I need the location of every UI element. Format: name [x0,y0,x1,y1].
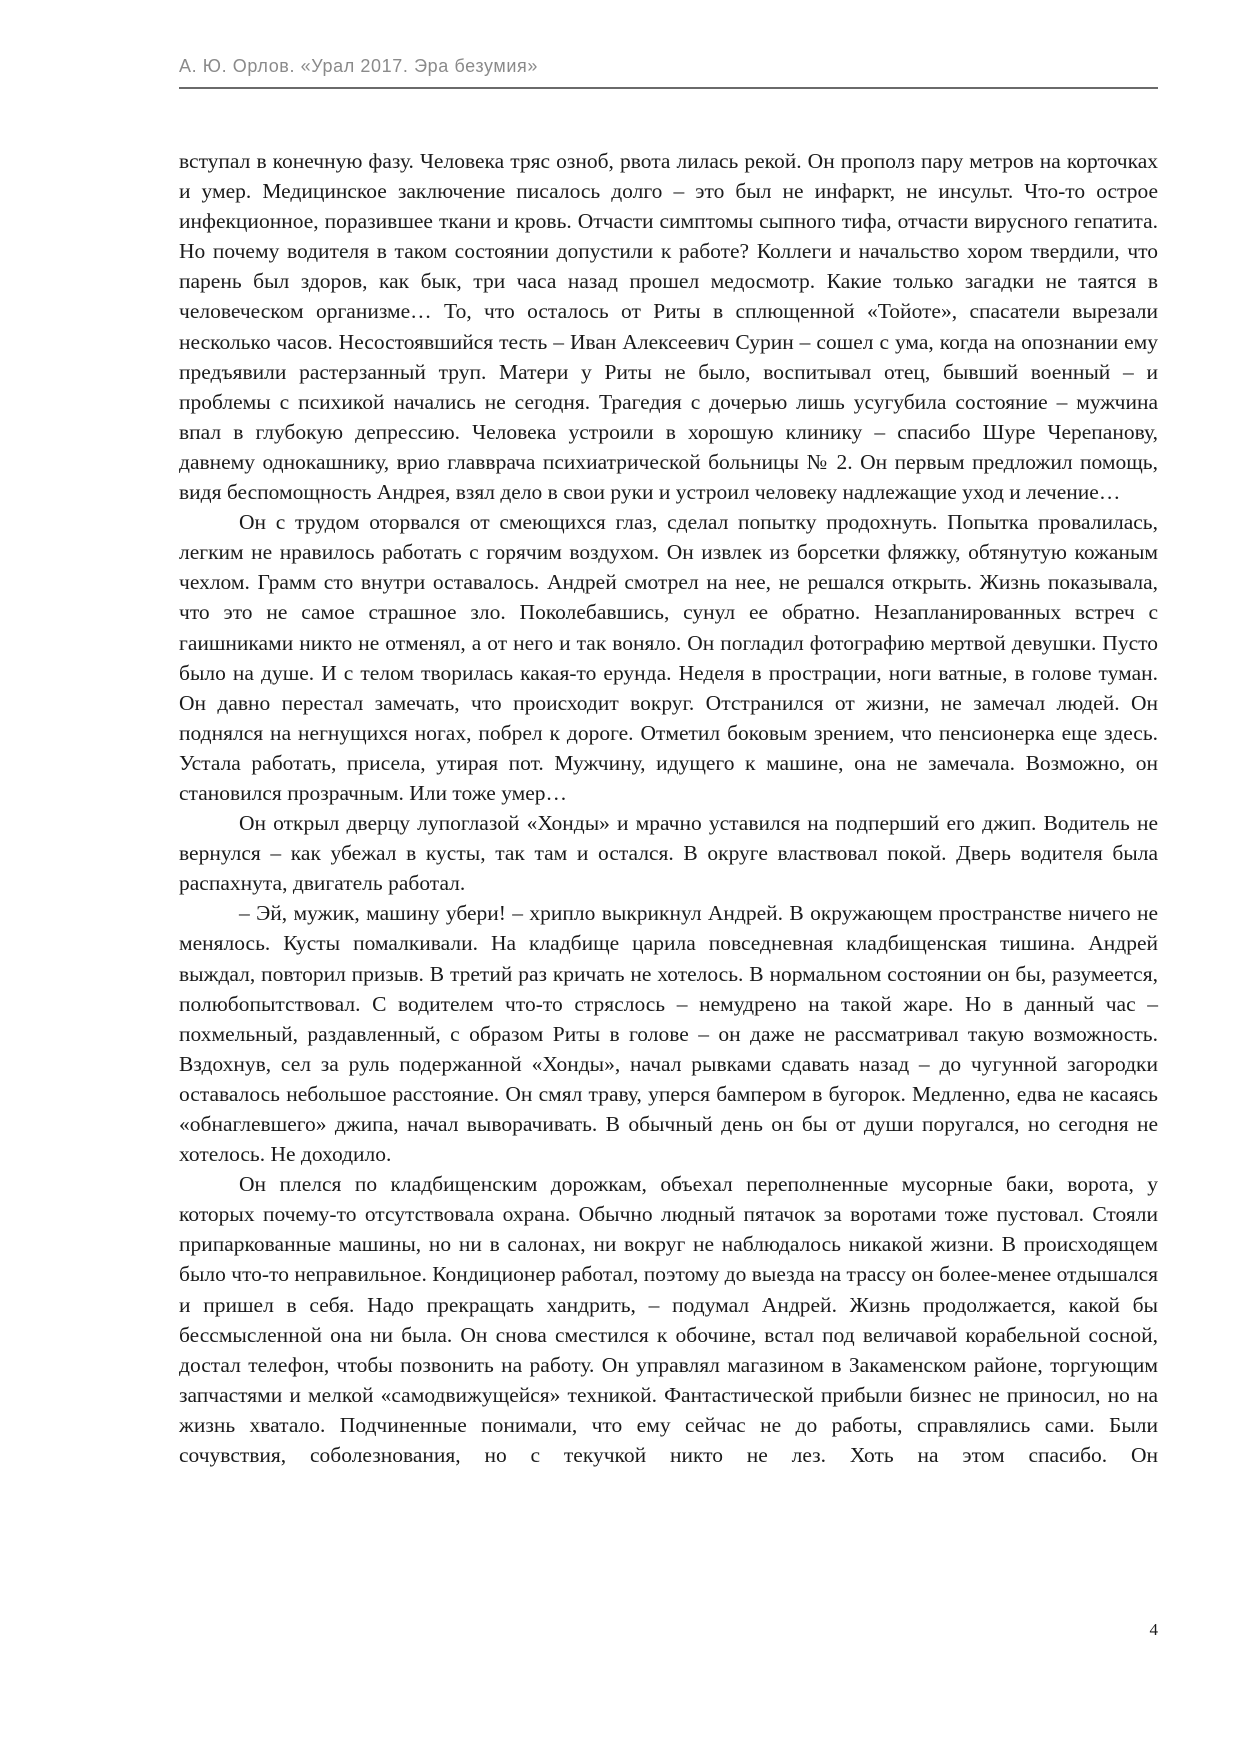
page-number: 4 [1149,1620,1158,1639]
running-header-title: А. Ю. Орлов. «Урал 2017. Эра безумия» [179,56,538,76]
body-text [179,146,1158,1470]
paragraph: Он с трудом оторвался от смеющихся глаз, сделал попытку продохнуть. Попытка провалилась, легким не нравилось работать с горячим воздухом. Он извлек из борсетки фляжку, обтянутую кожаным чехлом. Грамм сто внутри оставалось. Андрей смотрел на нее, не решался открыть. Жизнь показывала, что это не самое страшное зло. Поколебавшись, сунул ее обратно. Незапланированных встреч с гаишниками никто не отменял, а от него и так воняло. Он погладил фотографию мертвой девушки. Пусто было на душе. И с телом творилась какая-то ерунда. Неделя в прострации, ноги ватные, в голове туман. Он давно перестал замечать, что происходит вокруг. Отстранился от жизни, не замечал людей. Он поднялся на негнущихся ногах, побрел к дороге. Отметил боковым зрением, что пенсионерка еще здесь. Устала работать, присела, утирая пот. Мужчину, идущего к машине, она не замечала. Возможно, он становился прозрачным. Или тоже умер… [179,510,1158,805]
paragraph: – Эй, мужик, машину убери! – хрипло выкрикнул Андрей. В окружающем пространстве ничего не менялось. Кусты помалкивали. На кладбище царила повседневная кладбищенская тишина. Андрей выждал, повторил призыв. В третий раз кричать не хотелось. В нормальном состоянии он бы, разумеется, полюбопытствовал. С водителем что-то стряслось – немудрено на такой жаре. Но в данный час – похмельный, раздавленный, с образом Риты в голове – он даже не рассматривал такую возможность. Вздохнув, сел за руль подержанной «Хонды», начал рывками сдавать назад – до чугунной загородки оставалось небольшое расстояние. Он смял траву, уперся бампером в бугорок. Медленно, едва не касаясь «обнаглевшего» джипа, начал выворачивать. В обычный день он бы от души поругался, но сегодня не хотелось. Не доходило. [179,901,1158,1167]
paragraph: вступал в конечную фазу. Человека тряс озноб, рвота лилась рекой. Он прополз пару метров на корточках и умер. Медицинское заключение писалось долго – это был не инфаркт, не инсульт. Что-то острое инфекционное, поразившее ткани и кровь. Отчасти симптомы сыпного тифа, отчасти вирусного гепатита. Но почему водителя в таком состоянии допустили к работе? Коллеги и начальство хором твердили, что парень был здоров, как бык, три часа назад прошел медосмотр. Какие только загадки не таятся в человеческом организме… То, что осталось от Риты в сплющенной «Тойоте», спасатели вырезали несколько часов. Несостоявшийся тесть – Иван Алексеевич Сурин – сошел с ума, когда на опознании ему предъявили растерзанный труп. Матери у Риты не было, воспитывал отец, бывший военный – и проблемы с психикой начались не сегодня. Трагедия с дочерью лишь усугубила состояние – мужчина впал в глубокую депрессию. Человека устроили в хорошую клинику – спасибо Шуре Черепанову, давнему однокашнику, врио главврача психиатрической больницы № 2. Он первым предложил помощь, видя беспомощность Андрея, взял дело в свои руки и устроил человеку надлежащие уход и лечение… [179,149,1158,505]
paragraph: Он плелся по кладбищенским дорожкам, объехал переполненные мусорные баки, ворота, у которых почему-то отсутствовала охрана. Обычно людный пятачок за воротами тоже пустовал. Стояли припаркованные машины, но ни в салонах, ни вокруг не наблюдалось никакой жизни. В происходящем было что-то неправильное. Кондиционер работал, поэтому до выезда на трассу он более-менее отдышался и пришел в себя. Надо прекращать хандрить, – подумал Андрей. Жизнь продолжается, какой бы бессмысленной она ни была. Он снова сместился к обочине, встал под величавой корабельной сосной, достал телефон, чтобы позвонить на работу. Он управлял магазином в Закаменском районе, торгующим запчастями и мелкой «самодвижущейся» техникой. Фантастической прибыли бизнес не приносил, но на жизнь хватало. Подчиненные понимали, что ему сейчас не до работы, справлялись сами. Были сочувствия, соболезнования, но с текучкой никто не лез. Хоть на этом спасибо. Он [179,1172,1158,1468]
paragraph: Он открыл дверцу лупоглазой «Хонды» и мрачно уставился на подперший его джип. Водитель не вернулся – как убежал в кусты, так там и остался. В округе властвовал покой. Дверь водителя была распахнута, двигатель работал. [179,811,1158,896]
header-divider [179,87,1158,89]
